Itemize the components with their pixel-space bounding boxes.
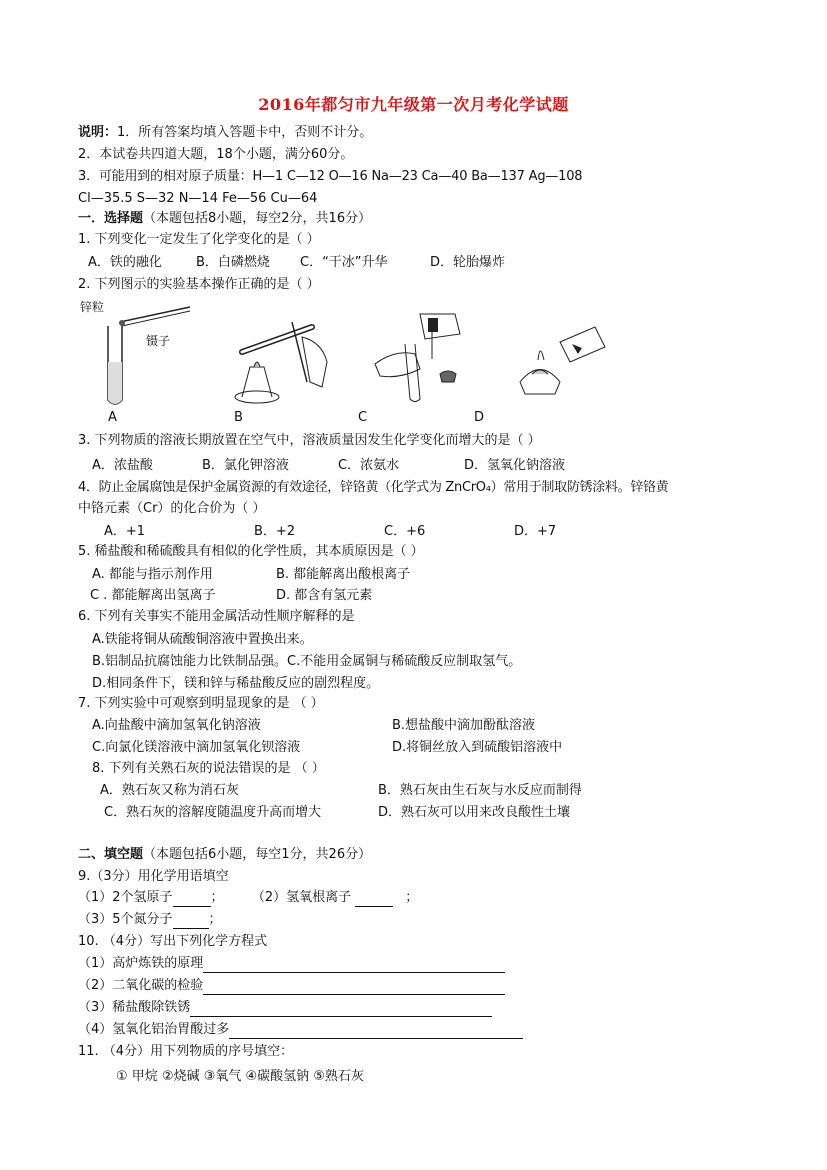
q9-semicolon-2: ；: [405, 890, 419, 905]
zinc-label: 锌粒: [80, 300, 105, 314]
q3-option-d: D．氢氧化钠溶液: [464, 458, 566, 473]
tweezers-label: 镊子: [146, 334, 171, 348]
q2-label-b: B: [234, 410, 243, 425]
q9-part-3: （3）5个氮分子: [78, 912, 173, 927]
q3-option-a: A．浓盐酸: [92, 458, 153, 473]
q4-option-c: C．+6: [384, 524, 426, 539]
q10-blank-4[interactable]: [229, 1024, 523, 1039]
instruction-3: 3．可能用到的相对原子质量：H—1 C—12 O—16 Na—23 Ca—40 Ba—137 Ag—108: [78, 169, 583, 184]
q3-option-b: B．氯化钾溶液: [202, 458, 289, 473]
section2-heading-bold: 二、填空题: [78, 847, 144, 862]
q10-row-2: [78, 977, 505, 995]
section1-heading-rest: （本题包括8小题，每空2分，共16分）: [143, 211, 372, 226]
figure-b-heating: [232, 312, 342, 407]
q4-option-a: A．+1: [104, 524, 146, 539]
q5-stem: 5. 稀盐酸和稀硫酸具有相似的化学性质，其本质原因是（ ）: [78, 544, 424, 559]
page-title: 2016年都匀市九年级第一次月考化学试题: [258, 95, 569, 114]
q9-stem: 9.（3分）用化学用语填空: [78, 869, 229, 884]
section1-heading: [78, 210, 371, 228]
q4-stem-1: 4．防止金属腐蚀是保护金属资源的有效途径，锌铬黄（化学式为 ZnCrO₄）常用于制取防锈涂料。锌铬黄: [78, 480, 669, 495]
q6-stem: 6. 下列有关事实不能用金属活动性顺序解释的是: [78, 609, 355, 624]
section1-heading-bold: 一．选择题: [78, 211, 144, 226]
q8-option-c: C．熟石灰的溶解度随温度升高而增大: [104, 805, 322, 820]
q7-stem: 7. 下列实验中可观察到明显现象的是 （ ）: [78, 696, 324, 711]
q9-row-1: [78, 889, 418, 907]
q1-option-d: D．轮胎爆炸: [430, 255, 506, 270]
q7-option-a: A.向盐酸中滴加氢氧化钠溶液: [92, 718, 261, 733]
section2-heading-rest: （本题包括6小题，每空1分，共26分）: [143, 847, 372, 862]
q10-part-1: （1）高炉炼铁的原理: [78, 956, 204, 971]
q1-option-c: C．“干冰”升华: [300, 255, 388, 270]
q4-stem-2: 中铬元素（Cr）的化合价为（ ）: [78, 501, 266, 516]
q6-option-a: A.铁能将铜从硫酸铜溶液中置换出来。: [92, 632, 313, 647]
section2-heading: [78, 846, 371, 864]
q9-blank-1[interactable]: [173, 892, 211, 907]
q10-stem: 10. （4分）写出下列化学方程式: [78, 934, 268, 949]
q5-option-d: D. 都含有氢元素: [276, 588, 373, 603]
q8-option-b: B．熟石灰由生石灰与水反应而制得: [378, 783, 582, 798]
q10-part-3: （3）稀盐酸除铁锈: [78, 1000, 191, 1015]
instruction-2: 2．本试卷共四道大题，18个小题，满分60分。: [78, 147, 354, 162]
q7-option-d: D.将铜丝放入到硫酸铝溶液中: [392, 740, 563, 755]
instruction-label: 说明：: [78, 125, 118, 140]
q10-row-1: [78, 955, 505, 973]
q7-option-c: C.向氯化镁溶液中滴加氢氧化钡溶液: [92, 740, 301, 755]
q5-option-b: B. 都能解离出酸根离子: [276, 567, 411, 582]
q10-part-4: （4）氢氧化铝治胃酸过多: [78, 1022, 230, 1037]
q4-option-d: D．+7: [514, 524, 557, 539]
q5-option-a: A. 都能与指示剂作用: [92, 567, 213, 582]
q10-blank-3[interactable]: [190, 1002, 492, 1017]
q8-option-d: D．熟石灰可以用来改良酸性土壤: [378, 805, 571, 820]
q2-stem: 2. 下列图示的实验基本操作正确的是（ ）: [78, 277, 320, 292]
q11-stem: 11. （4分）用下列物质的序号填空：: [78, 1044, 294, 1059]
q1-option-a: A．铁的融化: [88, 255, 162, 270]
instruction-text-1: 1．所有答案均填入答题卡中，否则不计分。: [117, 125, 373, 140]
q9-blank-2[interactable]: [355, 892, 393, 907]
q3-option-c: C．浓氨水: [338, 458, 400, 473]
q9-row-2: [78, 911, 222, 929]
q10-part-2: （2）二氧化碳的检验: [78, 978, 204, 993]
q8-stem: 8. 下列有关熟石灰的说法错误的是 （ ）: [92, 761, 325, 776]
q5-option-c: C . 都能解离出氢离子: [90, 588, 216, 603]
q3-stem: 3. 下列物质的溶液长期放置在空气中，溶液质量因发生化学变化而增大的是（ ）: [78, 433, 541, 448]
q1-stem: 1. 下列变化一定发生了化学变化的是（ ）: [78, 232, 320, 247]
q6-option-d: D.相同条件下，镁和锌与稀盐酸反应的剧烈程度。: [92, 676, 380, 691]
q11-items: ① 甲烷 ②烧碱 ③氧气 ④碳酸氢钠 ⑤熟石灰: [116, 1069, 364, 1084]
q9-blank-3[interactable]: [173, 914, 209, 929]
figure-d-alcohol-lamp: [510, 322, 610, 402]
q9-semicolon-3: ；: [208, 912, 222, 927]
q2-label-c: C: [358, 410, 368, 425]
q4-option-b: B．+2: [254, 524, 296, 539]
q9-part-1: （1）2个氢原子: [78, 890, 173, 905]
q10-row-3: [78, 999, 492, 1017]
q7-option-b: B.想盐酸中滴加酚酞溶液: [392, 718, 536, 733]
q10-blank-1[interactable]: [203, 958, 505, 973]
q6-option-bc: B.铝制品抗腐蚀能力比铁制品强。C.不能用金属铜与稀硫酸反应制取氢气。: [92, 654, 522, 669]
figure-a-test-tube: [90, 302, 200, 412]
q2-label-d: D: [474, 410, 485, 425]
q9-part-2: （2）氢氧根离子: [251, 890, 352, 905]
q10-row-4: [78, 1021, 523, 1039]
instruction-1: [78, 124, 372, 142]
q10-blank-2[interactable]: [203, 980, 505, 995]
q9-semicolon-1: ；: [210, 890, 224, 905]
figure-c-dropper: [360, 304, 470, 404]
q1-option-b: B．白磷燃烧: [196, 255, 270, 270]
instruction-4: Cl—35.5 S—32 N—14 Fe—56 Cu—64: [78, 191, 318, 206]
q8-option-a: A．熟石灰又称为消石灰: [100, 783, 239, 798]
q2-label-a: A: [108, 410, 117, 425]
